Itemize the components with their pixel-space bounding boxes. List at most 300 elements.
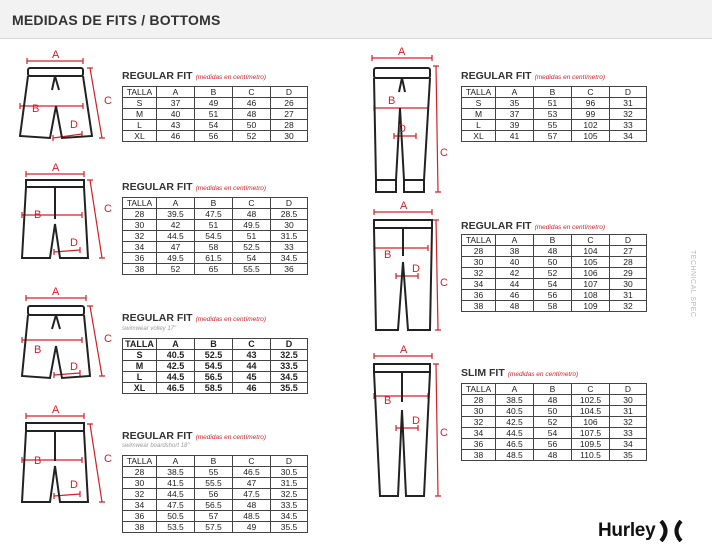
measure-cell: 31 bbox=[610, 98, 647, 109]
measure-cell: 47 bbox=[233, 478, 271, 489]
measure-cell: 56 bbox=[195, 131, 233, 142]
measure-cell: 36 bbox=[271, 264, 308, 275]
size-cell: 30 bbox=[123, 478, 157, 489]
measure-cell: 28.5 bbox=[271, 209, 308, 220]
measure-cell: 42 bbox=[157, 220, 195, 231]
size-table-4 bbox=[122, 455, 308, 533]
side-watermark: TECHNICAL SPEC bbox=[689, 250, 696, 318]
column-header: B bbox=[195, 87, 233, 98]
table-header-row bbox=[462, 235, 647, 246]
fit-name: REGULAR FIT bbox=[122, 70, 193, 82]
table-row bbox=[123, 511, 308, 522]
table-row bbox=[123, 467, 308, 478]
measure-cell: 34 bbox=[610, 439, 647, 450]
size-cell: 38 bbox=[123, 264, 157, 275]
measure-cell: 27 bbox=[271, 109, 308, 120]
table-row bbox=[123, 120, 308, 131]
column-header: A bbox=[496, 384, 534, 395]
label-c: C bbox=[440, 147, 448, 159]
size-cell: 34 bbox=[123, 500, 157, 511]
label-c: C bbox=[104, 453, 112, 465]
measure-cell: 30 bbox=[271, 220, 308, 231]
measure-cell: 38.5 bbox=[157, 467, 195, 478]
measure-cell: 46.5 bbox=[496, 439, 534, 450]
column-header: D bbox=[610, 384, 647, 395]
column-header: B bbox=[195, 198, 233, 209]
measure-cell: 44.5 bbox=[157, 489, 195, 500]
volley-shorts-icon bbox=[12, 280, 117, 392]
column-header: A bbox=[157, 87, 195, 98]
units-note: (medidas en centímetro) bbox=[534, 74, 606, 81]
size-cell: 28 bbox=[123, 209, 157, 220]
table-row bbox=[462, 109, 647, 120]
table-row bbox=[462, 98, 647, 109]
measure-cell: 52 bbox=[534, 268, 572, 279]
size-cell: M bbox=[123, 361, 157, 372]
size-cell: 28 bbox=[123, 467, 157, 478]
regular-pants-icon bbox=[362, 200, 454, 340]
block-subtitle-3: swimwear volley 17" bbox=[122, 326, 177, 332]
size-cell: 34 bbox=[462, 279, 496, 290]
measure-cell: 57.5 bbox=[195, 522, 233, 533]
column-header: C bbox=[233, 87, 271, 98]
size-cell: 32 bbox=[462, 268, 496, 279]
column-header: C bbox=[572, 87, 610, 98]
measure-cell: 57 bbox=[534, 131, 572, 142]
measure-cell: 48 bbox=[534, 450, 572, 461]
label-c: C bbox=[104, 203, 112, 215]
measure-cell: 30 bbox=[610, 279, 647, 290]
measure-cell: 48 bbox=[534, 246, 572, 257]
measure-cell: 102.5 bbox=[572, 395, 610, 406]
table-header-row bbox=[123, 198, 308, 209]
fit-name: SLIM FIT bbox=[461, 367, 505, 379]
measure-cell: 40.5 bbox=[157, 350, 195, 361]
measure-cell: 26 bbox=[271, 98, 308, 109]
measure-cell: 40.5 bbox=[496, 406, 534, 417]
column-header: TALLA bbox=[123, 456, 157, 467]
label-d: D bbox=[70, 237, 78, 249]
fit-name: REGULAR FIT bbox=[122, 430, 193, 442]
table-row bbox=[462, 268, 647, 279]
units-note: (medidas en centímetro) bbox=[534, 224, 606, 231]
table-row bbox=[123, 478, 308, 489]
units-note: (medidas en centímetro) bbox=[195, 185, 267, 192]
table-row bbox=[462, 428, 647, 439]
measure-cell: 55 bbox=[534, 120, 572, 131]
measure-cell: 34.5 bbox=[271, 372, 308, 383]
label-c: C bbox=[104, 333, 112, 345]
measure-cell: 65 bbox=[195, 264, 233, 275]
measure-cell: 52.5 bbox=[195, 350, 233, 361]
label-d: D bbox=[70, 479, 78, 491]
measure-cell: 46.5 bbox=[233, 467, 271, 478]
measure-cell: 52.5 bbox=[233, 242, 271, 253]
measure-cell: 57 bbox=[195, 511, 233, 522]
block-title-1 bbox=[122, 70, 266, 82]
size-cell: 34 bbox=[123, 242, 157, 253]
measure-cell: 35 bbox=[496, 98, 534, 109]
measure-cell: 58.5 bbox=[195, 383, 233, 394]
label-d: D bbox=[70, 119, 78, 131]
size-cell: 30 bbox=[123, 220, 157, 231]
measure-cell: 105 bbox=[572, 257, 610, 268]
column-header: A bbox=[496, 87, 534, 98]
table-row bbox=[462, 246, 647, 257]
measure-cell: 106 bbox=[572, 417, 610, 428]
fit-name: REGULAR FIT bbox=[122, 312, 193, 324]
measure-cell: 109 bbox=[572, 301, 610, 312]
measure-cell: 35.5 bbox=[271, 383, 308, 394]
table-row bbox=[123, 231, 308, 242]
table-row bbox=[123, 383, 308, 394]
size-table-1 bbox=[122, 86, 308, 142]
column-header: A bbox=[157, 456, 195, 467]
measure-cell: 104 bbox=[572, 246, 610, 257]
table-row bbox=[123, 372, 308, 383]
measure-cell: 33.5 bbox=[271, 500, 308, 511]
measure-cell: 50 bbox=[233, 120, 271, 131]
measure-cell: 32.5 bbox=[271, 489, 308, 500]
size-cell: XL bbox=[123, 131, 157, 142]
measure-cell: 50.5 bbox=[157, 511, 195, 522]
fit-name: REGULAR FIT bbox=[461, 220, 532, 232]
table-header-row bbox=[123, 87, 308, 98]
measure-cell: 44.5 bbox=[496, 428, 534, 439]
size-table-6 bbox=[461, 234, 647, 312]
measure-cell: 44.5 bbox=[157, 231, 195, 242]
column-header: D bbox=[271, 339, 308, 350]
size-cell: 38 bbox=[123, 522, 157, 533]
measure-cell: 44.5 bbox=[157, 372, 195, 383]
column-header: C bbox=[572, 235, 610, 246]
size-cell: 32 bbox=[462, 417, 496, 428]
table-row bbox=[462, 290, 647, 301]
measure-cell: 28 bbox=[271, 120, 308, 131]
measure-cell: 46 bbox=[496, 290, 534, 301]
size-cell: L bbox=[462, 120, 496, 131]
measure-cell: 44 bbox=[496, 279, 534, 290]
column-header: B bbox=[195, 456, 233, 467]
measure-cell: 54 bbox=[233, 253, 271, 264]
measure-cell: 50 bbox=[534, 257, 572, 268]
size-cell: M bbox=[462, 109, 496, 120]
column-header: A bbox=[157, 198, 195, 209]
column-header: D bbox=[271, 198, 308, 209]
table-header-row bbox=[462, 384, 647, 395]
measure-cell: 48 bbox=[233, 500, 271, 511]
size-cell: 34 bbox=[462, 428, 496, 439]
column-header: C bbox=[233, 456, 271, 467]
measure-cell: 48.5 bbox=[233, 511, 271, 522]
measure-cell: 34.5 bbox=[271, 511, 308, 522]
table-row bbox=[123, 131, 308, 142]
measure-cell: 51 bbox=[233, 231, 271, 242]
measure-cell: 47.5 bbox=[233, 489, 271, 500]
measure-cell: 34 bbox=[610, 131, 647, 142]
label-b: B bbox=[34, 209, 42, 221]
column-header: TALLA bbox=[462, 87, 496, 98]
block-title-6 bbox=[461, 220, 605, 232]
column-header: A bbox=[157, 339, 195, 350]
size-cell: 30 bbox=[462, 406, 496, 417]
measure-cell: 42 bbox=[496, 268, 534, 279]
measure-cell: 31.5 bbox=[271, 231, 308, 242]
table-row bbox=[462, 279, 647, 290]
measure-cell: 46 bbox=[233, 383, 271, 394]
measure-cell: 41 bbox=[496, 131, 534, 142]
measure-cell: 48.5 bbox=[496, 450, 534, 461]
measure-cell: 49.5 bbox=[157, 253, 195, 264]
measure-cell: 37 bbox=[157, 98, 195, 109]
table-row bbox=[123, 220, 308, 231]
size-cell: 32 bbox=[123, 489, 157, 500]
size-table-3 bbox=[122, 338, 308, 394]
table-header-row bbox=[123, 456, 308, 467]
jogger-pants-icon bbox=[362, 46, 454, 198]
label-d: D bbox=[412, 263, 420, 275]
measure-cell: 58 bbox=[195, 242, 233, 253]
measure-cell: 56 bbox=[534, 290, 572, 301]
column-header: D bbox=[610, 87, 647, 98]
measure-cell: 43 bbox=[233, 350, 271, 361]
table-row bbox=[462, 417, 647, 428]
measure-cell: 32 bbox=[610, 109, 647, 120]
measure-cell: 47.5 bbox=[195, 209, 233, 220]
size-table-2 bbox=[122, 197, 308, 275]
fit-name: REGULAR FIT bbox=[122, 181, 193, 193]
measure-cell: 54.5 bbox=[195, 361, 233, 372]
measure-cell: 30 bbox=[610, 395, 647, 406]
measure-cell: 30.5 bbox=[271, 467, 308, 478]
size-cell: 38 bbox=[462, 301, 496, 312]
label-c: C bbox=[104, 95, 112, 107]
size-cell: M bbox=[123, 109, 157, 120]
table-row bbox=[123, 253, 308, 264]
measure-cell: 31.5 bbox=[271, 478, 308, 489]
label-d: D bbox=[70, 361, 78, 373]
column-header: A bbox=[496, 235, 534, 246]
size-cell: 32 bbox=[123, 231, 157, 242]
measure-cell: 34.5 bbox=[271, 253, 308, 264]
table-row bbox=[123, 522, 308, 533]
label-b: B bbox=[34, 455, 42, 467]
measure-cell: 50 bbox=[534, 406, 572, 417]
units-note: (medidas en centímetro) bbox=[507, 371, 579, 378]
table-row bbox=[123, 109, 308, 120]
measure-cell: 37 bbox=[496, 109, 534, 120]
measure-cell: 31 bbox=[610, 406, 647, 417]
size-cell: 36 bbox=[123, 511, 157, 522]
label-c: C bbox=[440, 277, 448, 289]
measure-cell: 54 bbox=[534, 428, 572, 439]
measure-cell: 55.5 bbox=[195, 478, 233, 489]
label-a: A bbox=[52, 404, 60, 416]
measure-cell: 28 bbox=[610, 257, 647, 268]
measure-cell: 58 bbox=[534, 301, 572, 312]
column-header: B bbox=[534, 235, 572, 246]
size-cell: S bbox=[123, 350, 157, 361]
measure-cell: 29 bbox=[610, 268, 647, 279]
measure-cell: 38 bbox=[496, 246, 534, 257]
measure-cell: 42.5 bbox=[157, 361, 195, 372]
measure-cell: 46 bbox=[233, 98, 271, 109]
size-cell: XL bbox=[123, 383, 157, 394]
measure-cell: 106 bbox=[572, 268, 610, 279]
label-c: C bbox=[440, 427, 448, 439]
block-title-3 bbox=[122, 312, 266, 324]
measure-cell: 56 bbox=[195, 489, 233, 500]
measure-cell: 35 bbox=[610, 450, 647, 461]
table-row bbox=[123, 350, 308, 361]
measure-cell: 55 bbox=[195, 467, 233, 478]
label-a: A bbox=[52, 49, 60, 61]
measure-cell: 48 bbox=[496, 301, 534, 312]
units-note: (medidas en centímetro) bbox=[195, 316, 267, 323]
table-row bbox=[123, 98, 308, 109]
measure-cell: 41.5 bbox=[157, 478, 195, 489]
column-header: D bbox=[271, 456, 308, 467]
column-header: C bbox=[572, 384, 610, 395]
measure-cell: 32.5 bbox=[271, 350, 308, 361]
brand-logo bbox=[598, 520, 684, 542]
column-header: B bbox=[534, 87, 572, 98]
measure-cell: 33 bbox=[610, 428, 647, 439]
measure-cell: 49.5 bbox=[233, 220, 271, 231]
measure-cell: 54 bbox=[195, 120, 233, 131]
fit-name: REGULAR FIT bbox=[461, 70, 532, 82]
measure-cell: 27 bbox=[610, 246, 647, 257]
block-subtitle-4: swimwear boardshort 18" bbox=[122, 443, 190, 449]
measure-cell: 32 bbox=[610, 301, 647, 312]
label-a: A bbox=[400, 200, 408, 212]
label-a: A bbox=[52, 162, 60, 174]
measure-cell: 39.5 bbox=[157, 209, 195, 220]
measure-cell: 48 bbox=[233, 109, 271, 120]
measure-cell: 96 bbox=[572, 98, 610, 109]
measure-cell: 53.5 bbox=[157, 522, 195, 533]
column-header: TALLA bbox=[462, 384, 496, 395]
measure-cell: 30 bbox=[271, 131, 308, 142]
table-row bbox=[462, 131, 647, 142]
label-a: A bbox=[400, 344, 408, 356]
measure-cell: 51 bbox=[534, 98, 572, 109]
measure-cell: 105 bbox=[572, 131, 610, 142]
size-table-7 bbox=[461, 383, 647, 461]
measure-cell: 46.5 bbox=[157, 383, 195, 394]
measure-cell: 52 bbox=[534, 417, 572, 428]
size-cell: XL bbox=[462, 131, 496, 142]
measure-cell: 54.5 bbox=[195, 231, 233, 242]
column-header: D bbox=[610, 235, 647, 246]
size-cell: L bbox=[123, 372, 157, 383]
label-b: B bbox=[34, 344, 42, 356]
column-header: C bbox=[233, 198, 271, 209]
size-cell: 28 bbox=[462, 395, 496, 406]
table-row bbox=[123, 361, 308, 372]
size-cell: 36 bbox=[123, 253, 157, 264]
label-d: D bbox=[412, 415, 420, 427]
table-row bbox=[462, 301, 647, 312]
measure-cell: 38.5 bbox=[496, 395, 534, 406]
measure-cell: 33 bbox=[610, 120, 647, 131]
units-note: (medidas en centímetro) bbox=[195, 74, 267, 81]
label-b: B bbox=[32, 103, 40, 115]
column-header: TALLA bbox=[123, 198, 157, 209]
measure-cell: 109.5 bbox=[572, 439, 610, 450]
size-cell: 36 bbox=[462, 290, 496, 301]
measure-cell: 54 bbox=[534, 279, 572, 290]
label-b: B bbox=[384, 249, 392, 261]
block-title-7 bbox=[461, 367, 578, 379]
label-a: A bbox=[398, 46, 406, 58]
block-title-5 bbox=[461, 70, 605, 82]
measure-cell: 32 bbox=[610, 417, 647, 428]
measure-cell: 40 bbox=[157, 109, 195, 120]
measure-cell: 40 bbox=[496, 257, 534, 268]
table-row bbox=[462, 439, 647, 450]
measure-cell: 107.5 bbox=[572, 428, 610, 439]
measure-cell: 39 bbox=[496, 120, 534, 131]
sweat-shorts-icon bbox=[12, 46, 117, 154]
measure-cell: 35.5 bbox=[271, 522, 308, 533]
size-table-5 bbox=[461, 86, 647, 142]
measure-cell: 48 bbox=[233, 209, 271, 220]
measure-cell: 55.5 bbox=[233, 264, 271, 275]
table-row bbox=[123, 242, 308, 253]
measure-cell: 110.5 bbox=[572, 450, 610, 461]
label-b: B bbox=[388, 95, 396, 107]
measure-cell: 104.5 bbox=[572, 406, 610, 417]
table-row bbox=[462, 406, 647, 417]
label-b: B bbox=[384, 395, 392, 407]
measure-cell: 44 bbox=[233, 361, 271, 372]
size-cell: L bbox=[123, 120, 157, 131]
measure-cell: 99 bbox=[572, 109, 610, 120]
measure-cell: 49 bbox=[195, 98, 233, 109]
chino-shorts-icon bbox=[12, 160, 117, 272]
table-row bbox=[462, 450, 647, 461]
measure-cell: 56 bbox=[534, 439, 572, 450]
measure-cell: 56.5 bbox=[195, 372, 233, 383]
measure-cell: 47.5 bbox=[157, 500, 195, 511]
label-d: D bbox=[398, 123, 406, 135]
measure-cell: 52 bbox=[233, 131, 271, 142]
measure-cell: 47 bbox=[157, 242, 195, 253]
table-header-row bbox=[123, 339, 308, 350]
measure-cell: 49 bbox=[233, 522, 271, 533]
block-title-4 bbox=[122, 430, 266, 442]
brand-wordmark: Hurley bbox=[598, 520, 656, 541]
size-cell: S bbox=[462, 98, 496, 109]
measure-cell: 43 bbox=[157, 120, 195, 131]
column-header: B bbox=[195, 339, 233, 350]
label-a: A bbox=[52, 286, 60, 298]
table-row bbox=[123, 209, 308, 220]
column-header: D bbox=[271, 87, 308, 98]
page-header bbox=[0, 0, 712, 39]
table-row bbox=[123, 500, 308, 511]
measure-cell: 48 bbox=[534, 395, 572, 406]
measure-cell: 33.5 bbox=[271, 361, 308, 372]
measure-cell: 42.5 bbox=[496, 417, 534, 428]
size-cell: S bbox=[123, 98, 157, 109]
size-cell: 28 bbox=[462, 246, 496, 257]
table-row bbox=[462, 257, 647, 268]
measure-cell: 45 bbox=[233, 372, 271, 383]
size-cell: 38 bbox=[462, 450, 496, 461]
boardshorts-icon bbox=[12, 400, 117, 512]
